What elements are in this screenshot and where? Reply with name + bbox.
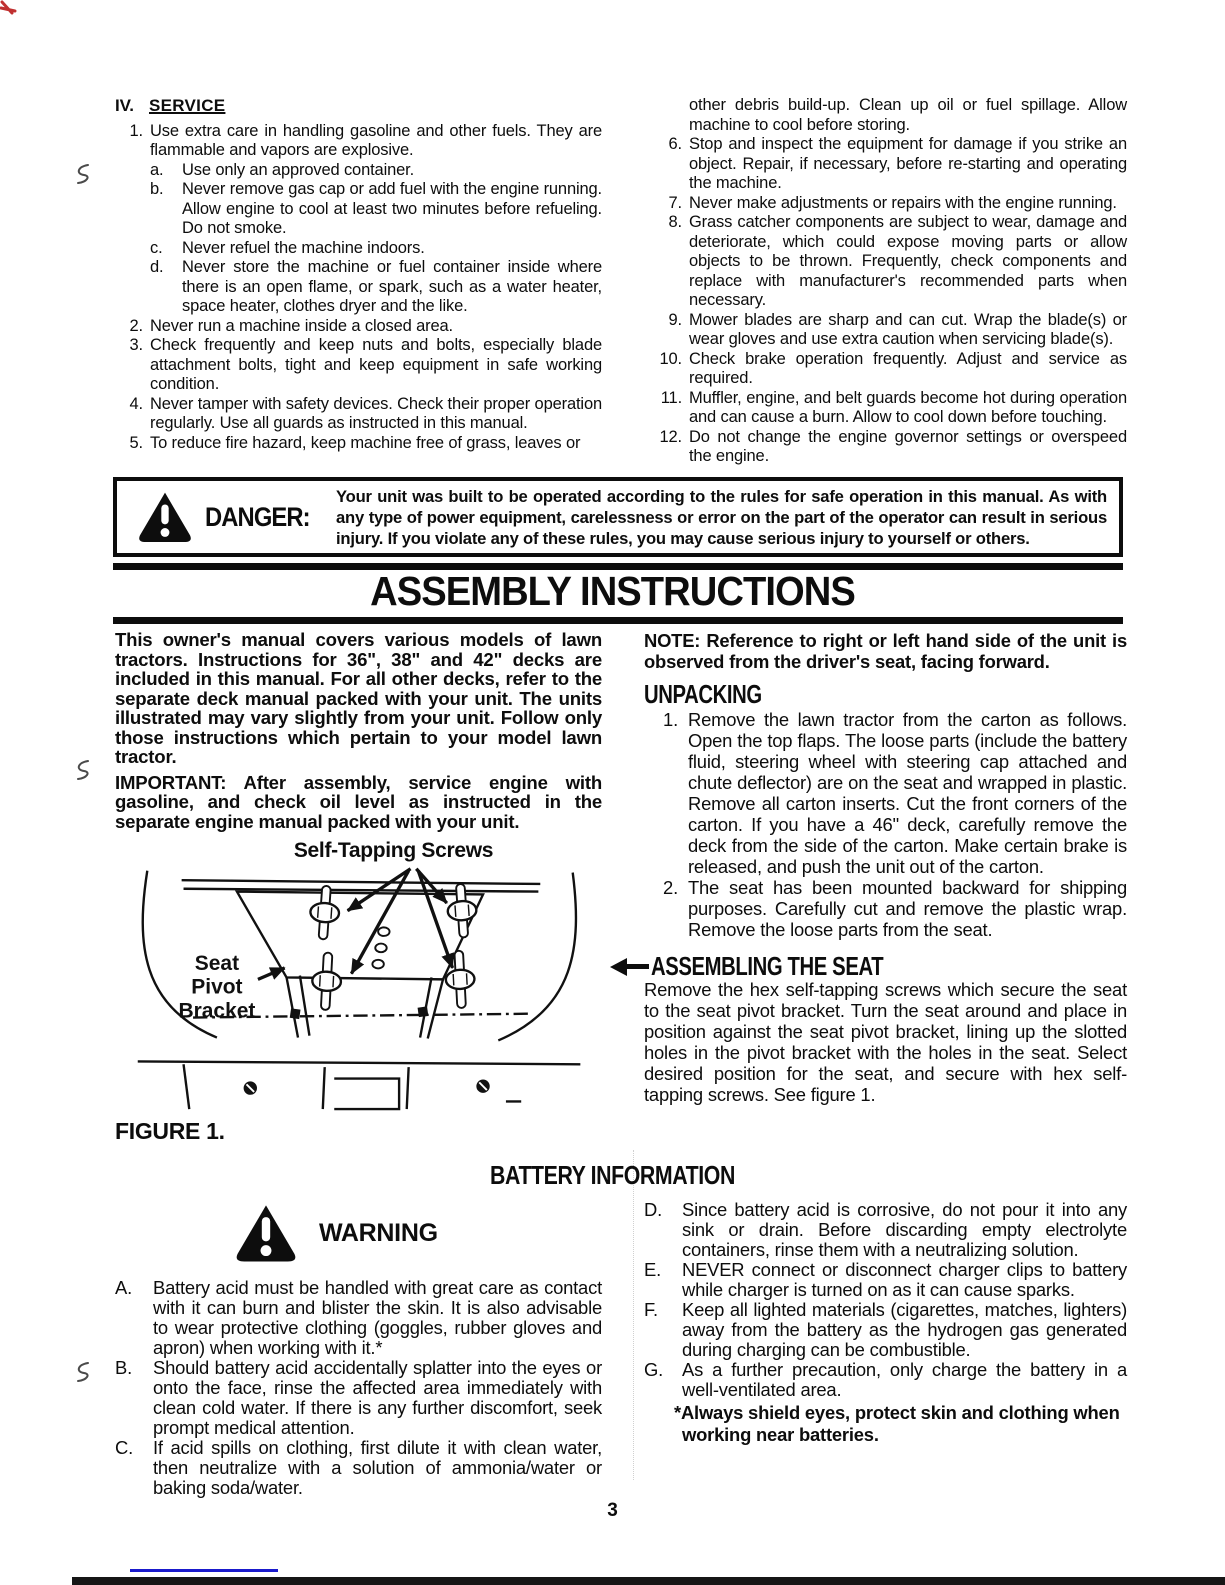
item-number: 1. <box>663 709 678 730</box>
item-number: B. <box>115 1357 132 1378</box>
battery-heading: BATTERY INFORMATION <box>490 1160 735 1190</box>
body-bolts <box>244 1080 490 1095</box>
battery-footnote: *Always shield eyes, protect skin and clothing when working near batteries. <box>674 1402 1120 1445</box>
pen-mark-icon <box>72 162 94 186</box>
seat-diagram <box>115 863 605 1111</box>
pen-mark-icon <box>72 1360 94 1384</box>
blue-line-artifact <box>130 1569 278 1572</box>
assembling-seat-heading: ASSEMBLING THE SEAT <box>651 951 884 981</box>
item-number <box>644 96 689 135</box>
item-text: Do not change the engine governor settings or overspeed the engine. <box>689 427 1127 465</box>
item-number: c. <box>150 238 163 257</box>
figure-1 <box>115 839 602 1145</box>
red-pen-mark-icon <box>0 0 22 20</box>
important-paragraph: IMPORTANT: After assembly, service engine with gasoline, and check oil level as instructed in the separate engine manual packed with your unit. <box>115 771 602 832</box>
battery-right-column <box>644 1200 1127 1498</box>
item-number: a. <box>150 160 164 179</box>
item-text: Check frequently and keep nuts and bolts, especially blade attachment bolts, tight and keep equipment in safe working condition. <box>150 336 602 393</box>
assembly-section <box>115 630 1127 1145</box>
item-number: 3. <box>129 336 143 354</box>
list-item <box>644 709 1127 877</box>
item-text: Keep all lighted materials (cigarettes, matches, lighters) away from the battery as the hydrogen gas generated during charging can be combustible. <box>682 1299 1127 1360</box>
service-left-column <box>115 96 602 467</box>
list-item <box>644 1200 1127 1260</box>
list-item <box>115 434 602 454</box>
item-text: Check brake operation frequently. Adjust and service as required. <box>689 349 1127 387</box>
item-text: Use extra care in handling gasoline and other fuels. They are flammable and vapors are explosive. <box>150 121 602 159</box>
item-text: The seat has been mounted backward for shipping purposes. Carefully cut and remove the plastic wrap. Remove the loose parts from the seat. <box>688 877 1127 940</box>
note-paragraph: NOTE: Reference to right or left hand side of the unit is observed from the driver's seat, facing forward. <box>644 630 1127 672</box>
list-item <box>115 1438 602 1498</box>
intro-paragraph: This owner's manual covers various models of lawn tractors. Instructions for 36", 38" and 42" decks are included in this manual. For all other decks, refer to the separate deck manual packed with your unit. The units illustrated may vary slightly from your unit. Follow only those instructions which pertain to your model lawn tractor. <box>115 629 602 767</box>
pen-mark-icon <box>72 758 94 782</box>
list-item <box>115 122 602 161</box>
figure-label-bracket <box>178 952 255 1023</box>
figure-label-screws: Self-Tapping Screws <box>293 839 494 862</box>
list-item <box>115 1358 602 1438</box>
item-text: To reduce fire hazard, keep machine free of grass, leaves or <box>150 433 581 452</box>
item-number: 4. <box>129 394 143 413</box>
item-number: 7. <box>668 193 682 212</box>
item-text: Mower blades are sharp and can cut. Wrap the blade(s) or wear gloves and use extra caution when servicing blade(s). <box>689 310 1127 348</box>
item-number: 11. <box>660 388 682 407</box>
list-item <box>644 194 1127 214</box>
item-text: other debris build-up. Clean up oil or fuel spillage. Allow machine to cool before storing. <box>689 96 1127 134</box>
item-number: 2. <box>129 316 143 335</box>
danger-text: Your unit was built to be operated according to the rules for safe operation in this manual. As with any type of power equipment, carelessness or error on the part of the operator can result in serious injury. If you violate any of these rules, you may cause serious injury to yourself or others. <box>336 486 1107 548</box>
item-text: Muffler, engine, and belt guards become hot during operation and can cause a burn. Allow to cool down before touching. <box>689 388 1127 426</box>
service-right-column <box>644 96 1127 467</box>
bracket-label-line: Bracket <box>178 999 256 1023</box>
list-item <box>644 389 1127 428</box>
figure-caption: FIGURE 1. <box>115 1118 225 1144</box>
list-item <box>644 877 1127 940</box>
item-number: 2. <box>663 877 678 898</box>
list-item <box>115 395 602 434</box>
page-number: 3 <box>607 1500 618 1521</box>
item-text: Never refuel the machine indoors. <box>182 238 425 257</box>
item-number: 5. <box>129 433 143 452</box>
bracket-label-line: Pivot <box>191 975 243 999</box>
item-text: Battery acid must be handled with great care as contact with it can burn and blister the skin. It is also advisable to wear protective clothing (goggles, rubber gloves and apron) when working with it.* <box>153 1277 602 1358</box>
item-number: D. <box>644 1199 662 1220</box>
item-text: Grass catcher components are subject to wear, damage and deteriorate, which could expose moving parts or allow objects to be thrown. Frequently, check components and replace with manufacturer's recommended parts when necessary. <box>689 213 1127 309</box>
list-item <box>150 239 602 259</box>
item-text: Never store the machine or fuel container inside where there is an open flame, or spark, such as a water heater, space heater, clothes dryer and the like. <box>182 258 602 315</box>
tractor-body <box>138 1061 581 1109</box>
item-number: G. <box>644 1359 664 1380</box>
item-number: E. <box>644 1259 661 1280</box>
item-number: 10. <box>659 349 682 368</box>
section-number: IV. <box>115 96 134 115</box>
list-item <box>644 1360 1127 1400</box>
list-item <box>644 1300 1127 1360</box>
sub-list <box>150 161 602 317</box>
danger-triangle-icon <box>137 487 193 547</box>
page-title: ASSEMBLY INSTRUCTIONS <box>370 568 855 614</box>
section-title: SERVICE <box>149 96 226 115</box>
unpacking-heading: UNPACKING <box>644 679 762 709</box>
list-item <box>150 180 602 239</box>
horizontal-rule <box>113 617 1123 624</box>
list-item <box>644 350 1127 389</box>
item-text: Never remove gas cap or add fuel with the engine running. Allow engine to cool at least two minutes before refueling. Do not smoke. <box>182 180 602 237</box>
list-item <box>115 1278 602 1358</box>
item-text: As a further precaution, only charge the battery in a well-ventilated area. <box>682 1359 1127 1400</box>
item-number: F. <box>644 1299 658 1320</box>
list-item <box>115 317 602 337</box>
list-item <box>150 258 602 317</box>
item-number: A. <box>115 1277 132 1298</box>
item-number: d. <box>150 258 164 276</box>
item-text: NEVER connect or disconnect charger clips to battery while charger is turned on as it can cause sparks. <box>682 1259 1127 1300</box>
list-item <box>115 336 602 395</box>
item-number: 8. <box>668 213 682 231</box>
warning-triangle-icon <box>233 1202 299 1264</box>
battery-section <box>115 1200 1127 1498</box>
list-item <box>644 213 1127 311</box>
service-heading <box>115 96 602 116</box>
list-item <box>644 1260 1127 1300</box>
bracket-label-line: Seat <box>194 951 240 975</box>
item-number: b. <box>150 180 164 198</box>
scan-edge-bar <box>72 1577 1225 1585</box>
item-text: Never make adjustments or repairs with the engine running. <box>689 193 1117 212</box>
list-item <box>644 135 1127 194</box>
item-text: Remove the lawn tractor from the carton as follows. Open the top flaps. The loose parts (include the battery fluid, steering wheel with steering cap attached and chute deflector) are on the seat and wrapped in plastic. Remove all carton inserts. Cut the front corners of the carton. If you have a 46" deck, carefully remove the deck from the side of the carton. Make certain brake is released, and push the unit out of the carton. <box>688 709 1127 877</box>
item-text: If acid spills on clothing, first dilute it with clean water, then neutralize with a solution of ammonia/water or baking soda/water. <box>153 1437 602 1498</box>
danger-box <box>113 477 1123 557</box>
battery-left-column <box>115 1200 602 1498</box>
warning-row <box>233 1202 602 1264</box>
list-item <box>644 428 1127 467</box>
list-item <box>150 161 602 181</box>
item-text: Stop and inspect the equipment for damage if you strike an object. Repair, if necessary, before re-starting and operating the machine. <box>689 135 1127 192</box>
self-tapping-screws <box>309 883 479 1011</box>
arrow-left-icon <box>610 958 649 976</box>
service-section <box>115 96 1127 467</box>
assembly-right-column <box>644 630 1127 1145</box>
item-number: C. <box>115 1437 133 1458</box>
label-arrows <box>258 869 453 980</box>
item-text: Use only an approved container. <box>182 160 415 179</box>
danger-label: DANGER: <box>205 501 310 532</box>
item-number: 9. <box>668 310 682 329</box>
assembling-seat-heading-row <box>610 951 1127 981</box>
item-text: Never run a machine inside a closed area. <box>150 316 453 335</box>
item-text: Never tamper with safety devices. Check their proper operation regularly. Use all guards as instructed in this manual. <box>150 394 602 432</box>
continuation-paragraph <box>644 96 1127 135</box>
item-text: Since battery acid is corrosive, do not pour it into any sink or drain. Before discarding empty electrolyte containers, rinse them with a neutralizing solution. <box>682 1199 1127 1260</box>
item-number: 6. <box>668 135 682 153</box>
warning-label: WARNING <box>319 1219 438 1247</box>
list-item <box>644 311 1127 350</box>
item-text: Should battery acid accidentally splatter into the eyes or onto the face, rinse the affected area immediately with clean cold water. If there is any further discomfort, seek prompt medical attention. <box>153 1357 602 1438</box>
item-number: 12. <box>659 427 682 446</box>
assembly-left-column <box>115 630 602 1145</box>
assembling-seat-body: Remove the hex self-tapping screws which secure the seat to the seat pivot bracket. Turn the seat around and place in position against the seat pivot bracket, lining up the slotted holes in the pivot bracket with the holes in the seat. Select desired position for the seat, and secure with hex self-tapping screws. See figure 1. <box>644 979 1127 1105</box>
item-number: 1. <box>129 121 143 140</box>
